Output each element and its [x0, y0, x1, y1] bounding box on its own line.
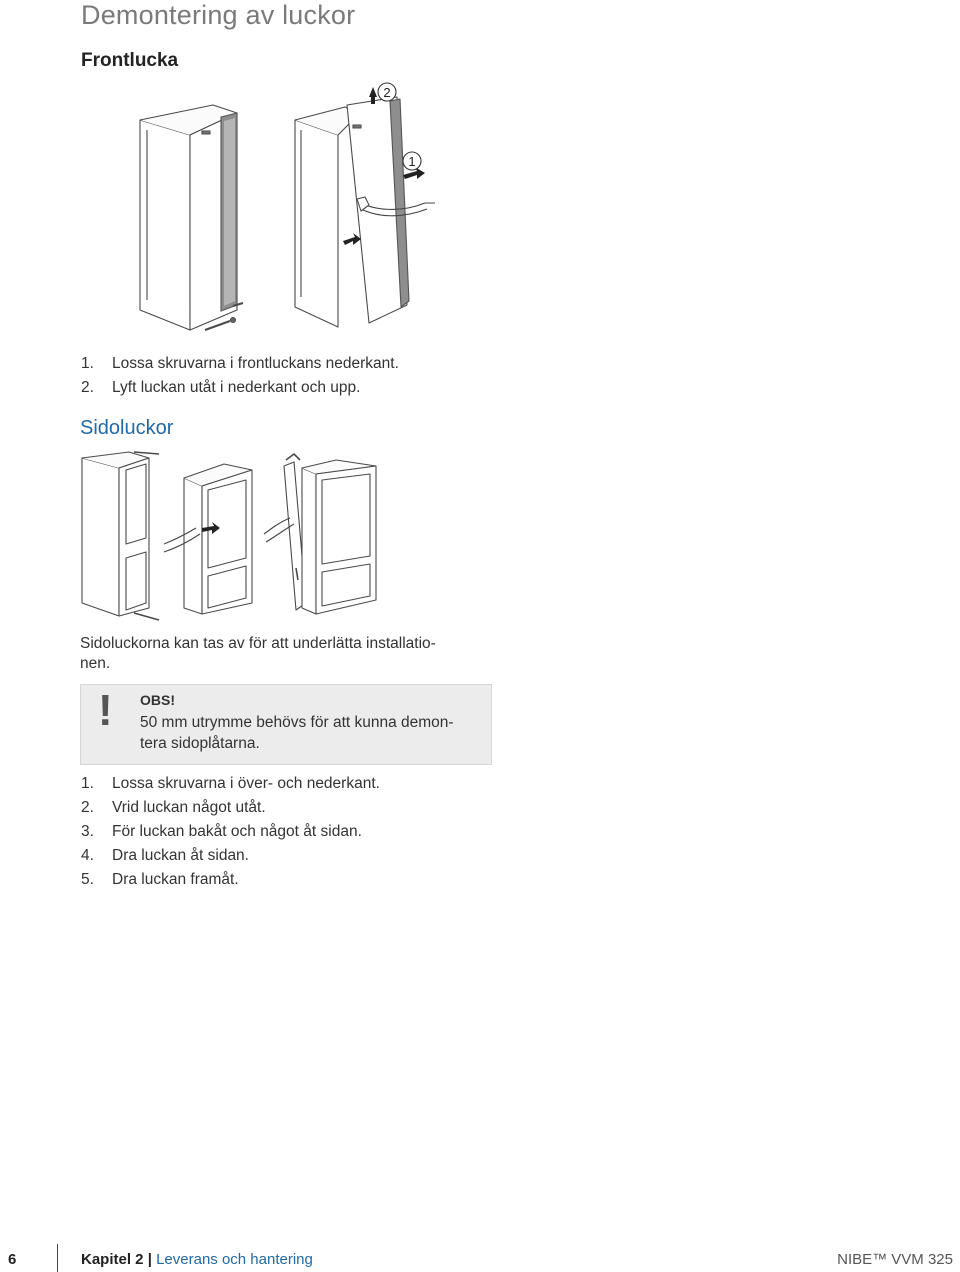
side-panels-heading: Sidoluckor	[80, 417, 174, 439]
obs-line: 50 mm utrymme behövs för att kunna demon-	[140, 714, 454, 731]
callout-2-marker	[378, 83, 396, 101]
chapter-label: Kapitel 2	[81, 1251, 144, 1268]
front-panel-removal-illustration	[125, 75, 455, 340]
step-text: Dra luckan framåt.	[112, 871, 239, 888]
chapter-separator: |	[147, 1251, 152, 1268]
product-name: NIBE™ VVM 325	[837, 1251, 953, 1268]
side-panels-removal-illustration	[74, 448, 384, 628]
list-item	[81, 772, 501, 796]
step-text: Lossa skruvarna i frontluckans nederkant.	[112, 355, 399, 372]
list-item	[81, 844, 501, 868]
step-text: Vrid luckan något utåt.	[112, 799, 266, 816]
page-title: Demontering av luckor	[81, 0, 356, 30]
list-item	[81, 796, 501, 820]
callout-1-label: 1	[408, 154, 416, 169]
obs-text	[140, 712, 490, 754]
section-label: Leverans och hantering	[156, 1251, 313, 1268]
obs-title: OBS!	[140, 692, 175, 708]
list-item	[81, 352, 501, 376]
step-text: Lyft luckan utåt i nederkant och upp.	[112, 379, 361, 396]
list-item	[81, 820, 501, 844]
step-number: 2.	[81, 799, 94, 816]
step-number: 1.	[81, 775, 94, 792]
step-text: Dra luckan åt sidan.	[112, 847, 249, 864]
step-number: 2.	[81, 379, 94, 396]
footer-divider	[57, 1244, 58, 1272]
exclamation-icon: !	[98, 686, 113, 735]
step-text: Lossa skruvarna i över- och nederkant.	[112, 775, 380, 792]
step-number: 3.	[81, 823, 94, 840]
front-panel-steps	[81, 352, 501, 400]
step-number: 1.	[81, 355, 94, 372]
side-panels-intro	[80, 634, 500, 674]
callout-1-marker	[403, 152, 421, 170]
step-text: För luckan bakåt och något åt sidan.	[112, 823, 362, 840]
footer-chapter	[81, 1251, 313, 1268]
obs-line: tera sidoplåtarna.	[140, 735, 260, 752]
front-panel-heading: Frontlucka	[81, 50, 179, 71]
step-number: 5.	[81, 871, 94, 888]
obs-note-box	[80, 684, 492, 765]
intro-line: nen.	[80, 655, 111, 672]
list-item	[81, 376, 501, 400]
side-panels-steps	[81, 772, 501, 892]
page-number: 6	[8, 1251, 17, 1268]
intro-line: Sidoluckorna kan tas av för att underlätta installatio-	[80, 635, 436, 652]
list-item	[81, 868, 501, 892]
step-number: 4.	[81, 847, 94, 864]
callout-2-label: 2	[383, 85, 391, 100]
